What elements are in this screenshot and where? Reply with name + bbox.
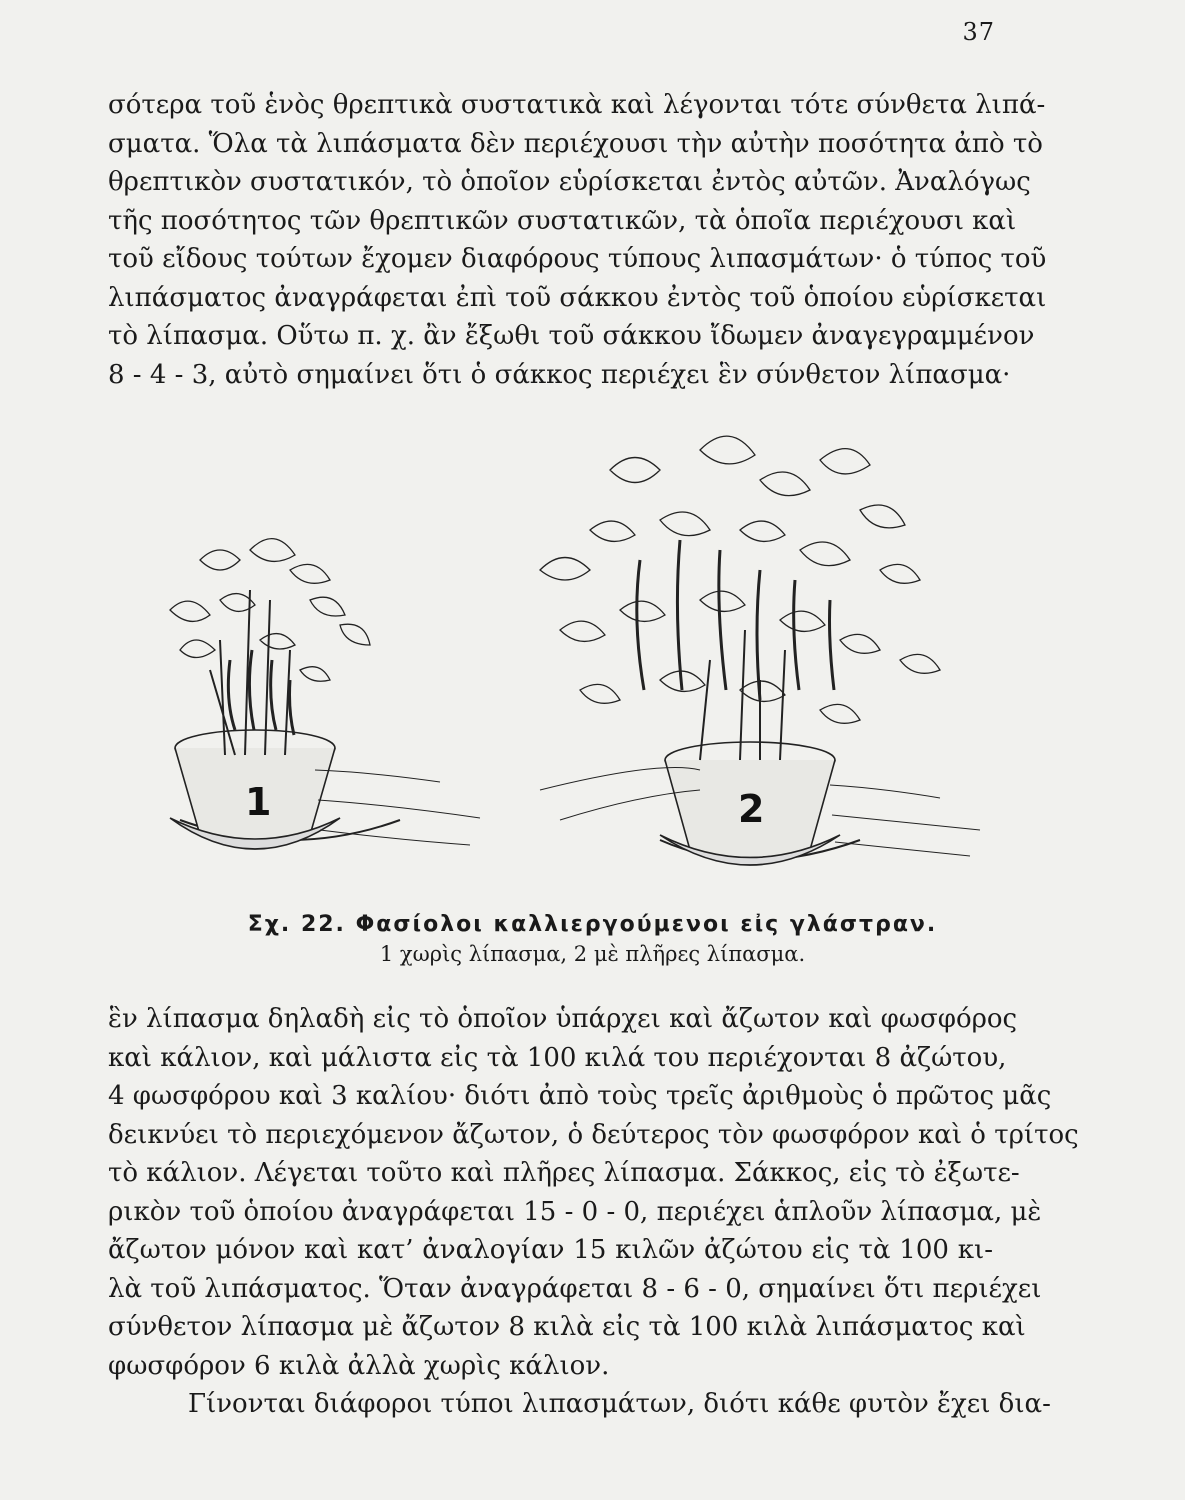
foliage-1 — [170, 539, 370, 735]
pot-label-2: 2 — [738, 787, 765, 831]
text-line: καὶ κάλιον, καὶ μάλιστα εἰς τὰ 100 κιλά του περιέχονται 8 ἀζώτου, — [108, 1042, 1007, 1073]
text-line: τοῦ εἴδους τούτων ἔχομεν διαφόρους τύπους λιπασμάτων· ὁ τύπος τοῦ — [108, 244, 1047, 274]
text-line: φωσφόρον 6 κιλὰ ἀλλὰ χωρὶς κάλιον. — [108, 1350, 610, 1381]
text-line: Γίνονται διάφοροι τύποι λιπασμάτων, διότι κάθε φυτὸν ἔχει δια- — [188, 1389, 1051, 1419]
paragraph-bottom — [108, 1000, 1079, 1424]
text-line: 8 - 4 - 3, αὐτὸ σημαίνει ὅτι ὁ σάκκος περιέχει ἓν σύνθετον λίπασμα· — [108, 359, 1011, 390]
text-line: ἄζωτον μόνον καὶ κατ’ ἀναλογίαν 15 κιλῶν ἀζώτου εἰς τὰ 100 κι- — [108, 1235, 993, 1265]
pot-label-1: 1 — [245, 780, 272, 824]
text-line: ἓν λίπασμα δηλαδὴ εἰς τὸ ὁποῖον ὑπάρχει καὶ ἄζωτον καὶ φωσφόρος — [108, 1004, 1018, 1034]
page-number: 37 — [962, 18, 995, 46]
text-line: λιπάσματος ἀναγράφεται ἐπὶ τοῦ σάκκου ἐντὸς τοῦ ὁποίου εὑρίσκεται — [108, 282, 1047, 313]
bean-plants-illustration — [140, 410, 1000, 890]
text-line: ρικὸν τοῦ ὁποίου ἀναγράφεται 15 - 0 - 0, περιέχει ἁπλοῦν λίπασμα, μὲ — [108, 1196, 1042, 1227]
figure-bean-pots — [140, 410, 1000, 890]
paragraph-top — [108, 86, 1047, 394]
pot-1 — [170, 590, 480, 849]
figure-caption-title: Σχ. 22. Φασίολοι καλλιεργούμενοι εἰς γλάστραν. — [247, 912, 938, 937]
figure-caption-subtitle: 1 χωρὶς λίπασμα, 2 μὲ πλῆρες λίπασμα. — [379, 942, 806, 966]
text-line: 4 φωσφόρου καὶ 3 καλίου· διότι ἀπὸ τοὺς τρεῖς ἀριθμοὺς ὁ πρῶτος μᾶς — [108, 1081, 1052, 1111]
text-line: θρεπτικὸν συστατικόν, τὸ ὁποῖον εὑρίσκεται ἐντὸς αὐτῶν. Ἀναλόγως — [108, 167, 1031, 197]
text-line: σματα. Ὅλα τὰ λιπάσματα δὲν περιέχουσι τὴν αὐτὴν ποσότητα ἀπὸ τὸ — [108, 128, 1043, 159]
text-line: λὰ τοῦ λιπάσματος. Ὅταν ἀναγράφεται 8 - 6 - 0, σημαίνει ὅτι περιέχει — [108, 1273, 1042, 1304]
text-line: σότερα τοῦ ἑνὸς θρεπτικὰ συστατικὰ καὶ λέγονται τότε σύνθετα λιπά- — [108, 90, 1046, 120]
text-line: τὸ κάλιον. Λέγεται τοῦτο καὶ πλῆρες λίπασμα. Σάκκος, εἰς τὸ ἐξωτε- — [108, 1158, 1020, 1188]
text-line: τὸ λίπασμα. Οὕτω π. χ. ἂν ἔξωθι τοῦ σάκκου ἴδωμεν ἀναγεγραμμένον — [108, 321, 1035, 351]
text-line: τῆς ποσότητος τῶν θρεπτικῶν συστατικῶν, τὰ ὁποῖα περιέχουσι καὶ — [108, 205, 1017, 236]
foliage-2 — [540, 436, 940, 760]
text-line: σύνθετον λίπασμα μὲ ἄζωτον 8 κιλὰ εἰς τὰ 100 κιλὰ λιπάσματος καὶ — [108, 1312, 1026, 1342]
text-line: δεικνύει τὸ περιεχόμενον ἄζωτον, ὁ δεύτερος τὸν φωσφόρον καὶ ὁ τρίτος — [108, 1119, 1079, 1150]
